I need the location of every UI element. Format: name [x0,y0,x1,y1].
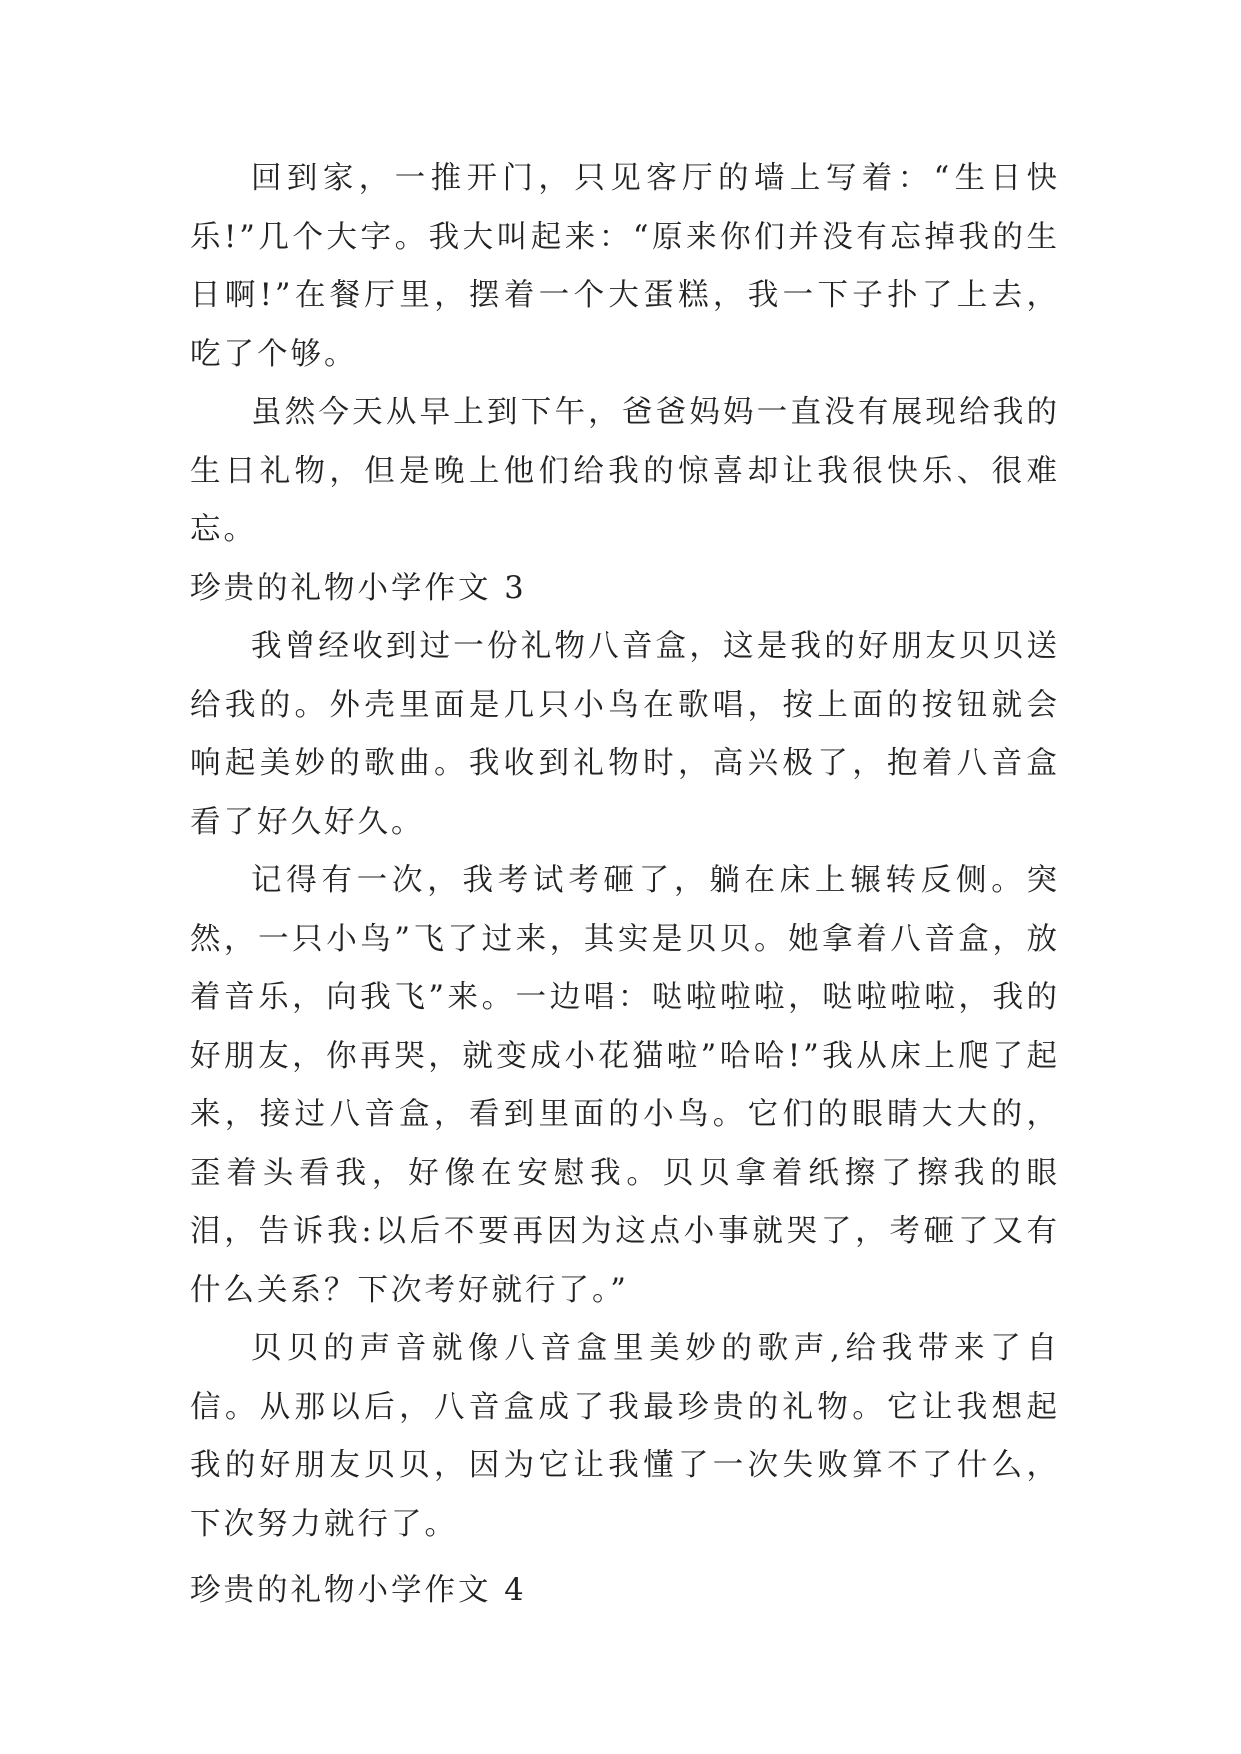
paragraph-birthday-home: 回到家，一推开门，只见客厅的墙上写着：“生日快乐!”几个大字。我大叫起来：“原来你们并没有忘掉我的生日啊!”在餐厅里，摆着一个大蛋糕，我一下子扑了上去，吃了个够。 [190,161,1060,372]
paragraph-birthday-surprise: 虽然今天从早上到下午，爸爸妈妈一直没有展现给我的生日礼物，但是晚上他们给我的惊喜却让我很快乐、很难忘。 [190,395,1060,547]
paragraph-precious-gift: 贝贝的声音就像八音盒里美妙的歌声,给我带来了自信。从那以后，八音盒成了我最珍贵的礼物。它让我想起我的好朋友贝贝，因为它让我懂了一次失败算不了什么，下次努力就行了。 [190,1331,1060,1542]
paragraph-exam-comfort: 记得有一次，我考试考砸了，躺在床上辗转反侧。突然，一只小鸟”飞了过来，其实是贝贝。她拿着八音盒，放着音乐，向我飞”来。一边唱：哒啦啦啦，哒啦啦啦，我的好朋友，你再哭，就变成小花猫啦”哈哈!”我从床上爬了起来，接过八音盒，看到里面的小鸟。它们的眼睛大大的，歪着头看我，好像在安慰我。贝贝拿着纸擦了擦我的眼泪，告诉我:以后不要再因为这点小事就哭了，考砸了又有什么关系？下次考好就行了。” [190,863,1060,1308]
section-heading-4: 珍贵的礼物小学作文 4 [190,1573,527,1608]
section-heading-3: 珍贵的礼物小学作文 3 [190,570,527,606]
paragraph-music-box-gift: 我曾经收到过一份礼物八音盒，这是我的好朋友贝贝送给我的。外壳里面是几只小鸟在歌唱，按上面的按钮就会响起美妙的歌曲。我收到礼物时，高兴极了，抱着八音盒看了好久好久。 [190,629,1060,840]
document-body [190,150,1060,1621]
